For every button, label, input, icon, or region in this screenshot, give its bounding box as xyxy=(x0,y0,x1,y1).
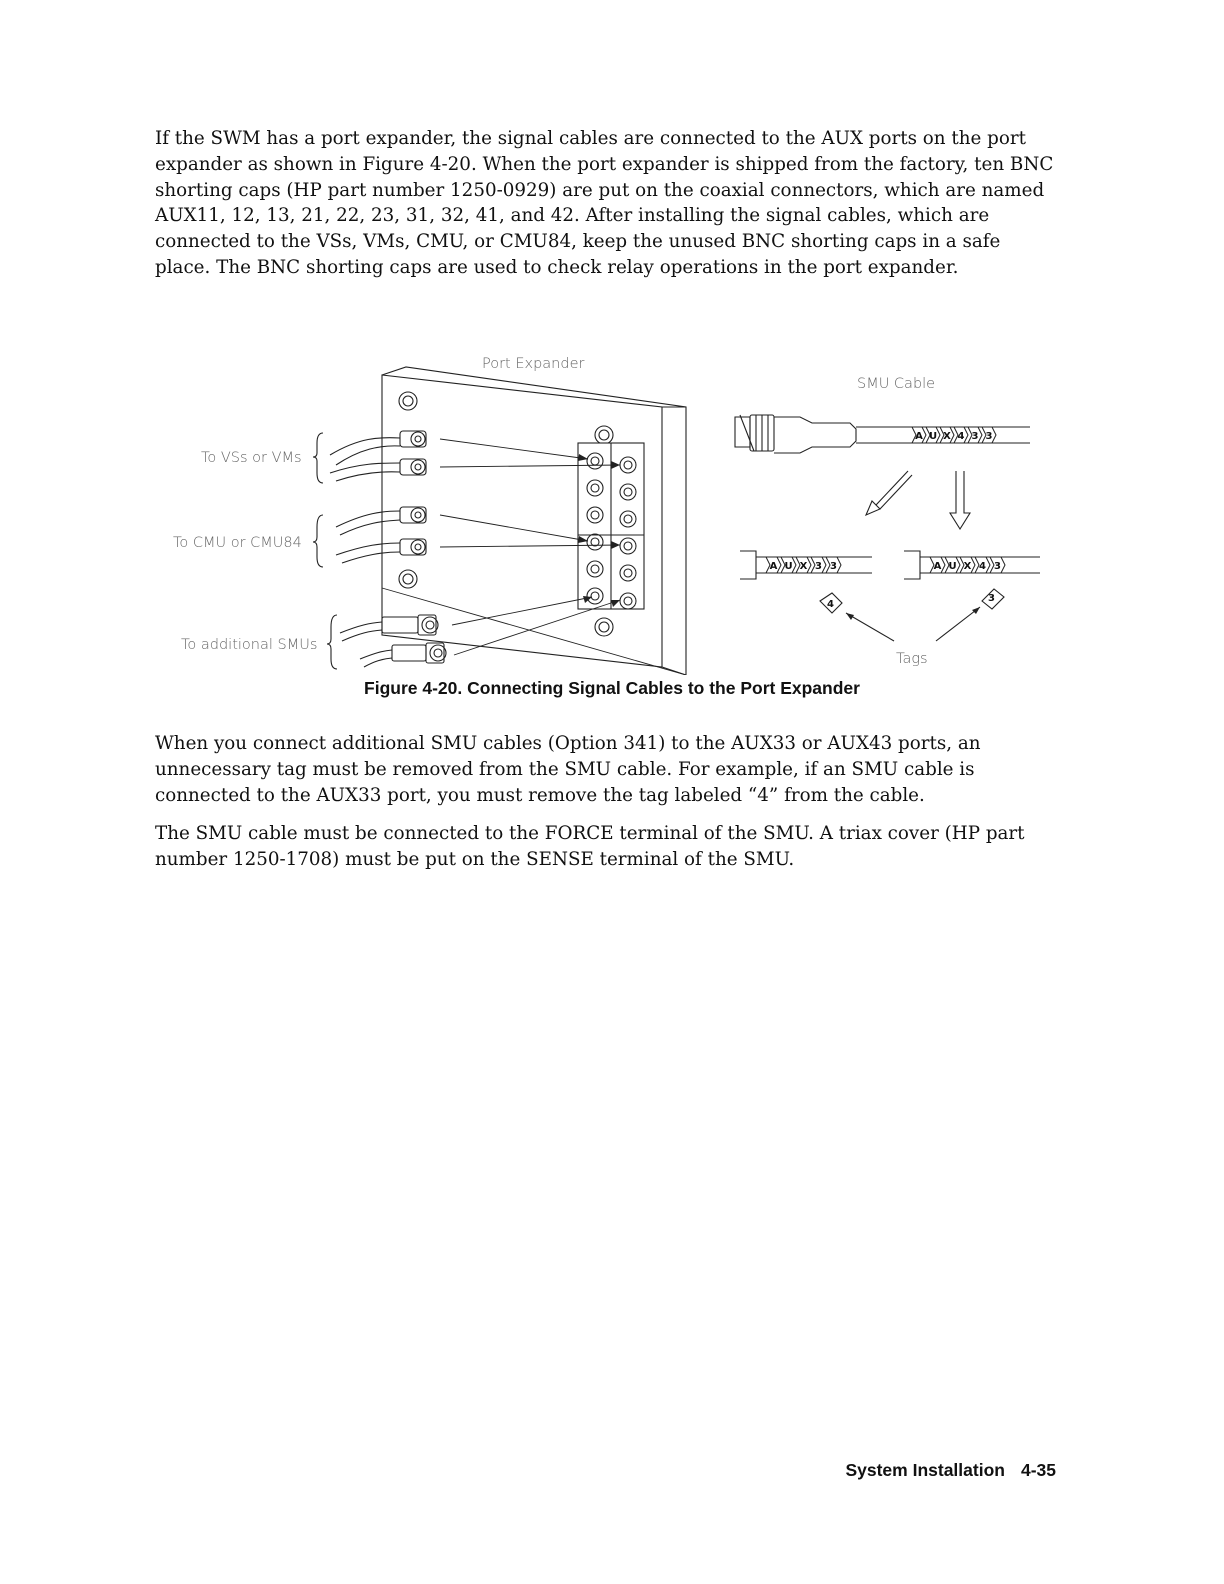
cable-tag-char: 3 xyxy=(994,561,1001,572)
cable-tag-char: A xyxy=(933,561,942,572)
cable-tag-char: X xyxy=(799,561,808,572)
brace-cmu xyxy=(313,515,323,567)
label-smus: To additional SMUs xyxy=(181,637,318,653)
intro-paragraph: If the SWM has a port expander, the signal cables are connected to the AUX ports on the port expander as shown in Figure 4-20. When the port expander is shipped from the factory, ten BNC shorting caps (HP part number 1250-0929) are put on the coaxial connectors, which are named AUX11, 12, 13, 21, 22, 23, 31, 32, 41, and 42. After installing the signal cables, which are connected to the VSs, VMs, CMU, or CMU84, keep the unused BNC shorting caps in a safe place. The BNC shorting caps are used to check relay operations in the port expander. xyxy=(155,128,1054,278)
cable-tag-char: 4 xyxy=(957,431,965,442)
cable-tag-char: X xyxy=(963,561,972,572)
port-expander-title: Port Expander xyxy=(482,356,585,372)
label-tags: Tags xyxy=(896,651,928,667)
cable-tag-char: 4 xyxy=(979,561,986,572)
cable-tag-char: A xyxy=(915,431,923,442)
footer-section: System Installation xyxy=(845,1460,1005,1480)
label-cmu: To CMU or CMU84 xyxy=(173,535,302,551)
loose-tag-right: 3 xyxy=(988,593,995,604)
brace-smu xyxy=(327,615,337,669)
cable-tag-char: 3 xyxy=(830,561,837,572)
port-expander-figure xyxy=(160,345,1060,675)
cable-tags-left xyxy=(766,557,841,573)
cable-tag-char: 3 xyxy=(985,431,993,442)
footer-page-number: 4-35 xyxy=(1020,1460,1056,1480)
cable-tag-char: 3 xyxy=(971,431,979,442)
page-footer xyxy=(845,1460,1056,1481)
cable-tags-right xyxy=(930,557,1005,573)
figure-caption: Figure 4-20. Connecting Signal Cables to the Port Expander xyxy=(364,678,860,698)
cable-tag-char: U xyxy=(784,561,793,572)
smu-cable-title: SMU Cable xyxy=(857,376,936,392)
cable-tag-char: A xyxy=(769,561,778,572)
label-vs-vm: To VSs or VMs xyxy=(201,450,302,466)
cable-tag-char: U xyxy=(928,431,938,442)
brace-vs-vm xyxy=(313,433,323,483)
cable-tag-char: 3 xyxy=(815,561,822,572)
smu-force-paragraph: The SMU cable must be connected to the FORCE terminal of the SMU. A triax cover (HP part number 1250-1708) must be put on the SENSE terminal of the SMU. xyxy=(155,823,1025,870)
cable-tag-char: U xyxy=(948,561,957,572)
smu-tag-paragraph: When you connect additional SMU cables (Option 341) to the AUX33 or AUX43 ports, an unnecessary tag must be removed from the SMU cable. For example, if an SMU cable is connected to the AUX33 port, you must remove the tag labeled “4” from the cable. xyxy=(155,733,981,806)
cable-tag-char: X xyxy=(943,431,951,442)
cable-tags-top xyxy=(912,427,996,443)
down-arrows xyxy=(866,471,970,529)
loose-tag-left: 4 xyxy=(827,599,834,610)
port-expander-diagram xyxy=(160,345,1060,675)
